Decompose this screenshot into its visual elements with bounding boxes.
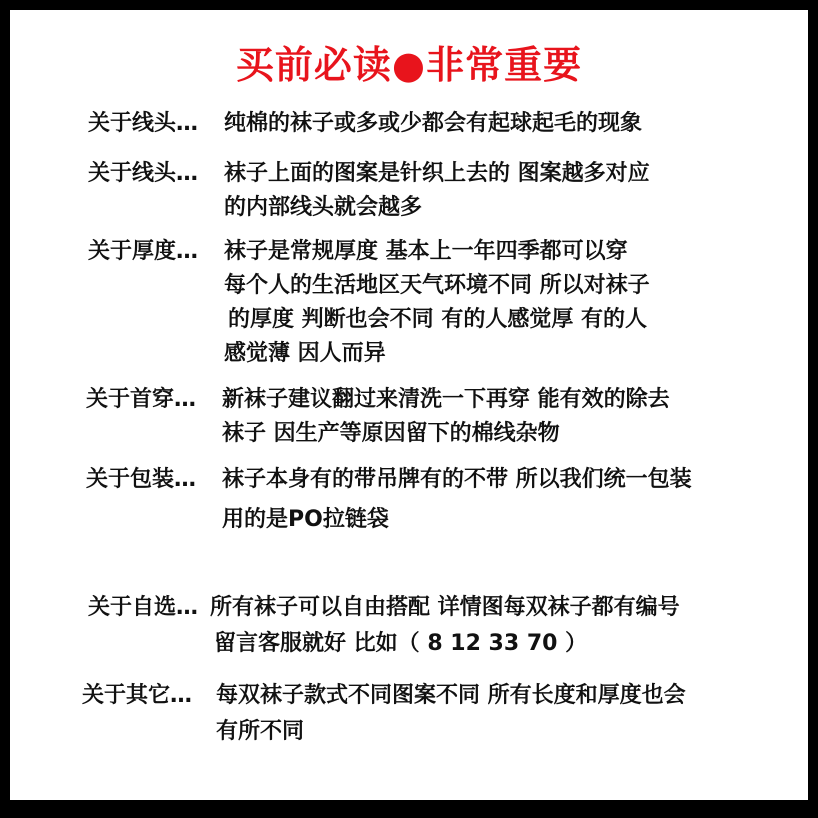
section-label: 关于自选… (88, 595, 199, 620)
section-text: 用的是PO拉链袋 (222, 507, 389, 532)
section-label: 关于包装… (86, 467, 197, 492)
section-text: 的内部线头就会越多 (224, 195, 423, 220)
section-text: 留言客服就好 比如（ 8 12 33 70 ） (214, 631, 588, 656)
notice-card (10, 10, 808, 800)
section-text: 有所不同 (216, 719, 305, 744)
page-title: 买前必读●非常重要 (235, 43, 583, 87)
section-text: 袜子是常规厚度 基本上一年四季都可以穿 (224, 239, 628, 264)
section-text: 袜子本身有的带吊牌有的不带 所以我们统一包装 (222, 467, 692, 492)
section-text: 纯棉的袜子或多或少都会有起球起毛的现象 (224, 111, 643, 136)
section-text: 袜子上面的图案是针织上去的 图案越多对应 (224, 161, 650, 186)
section-label: 关于其它… (82, 683, 193, 708)
section-label: 关于首穿… (86, 387, 197, 412)
section-text: 每双袜子款式不同图案不同 所有长度和厚度也会 (216, 683, 686, 708)
section-text: 袜子 因生产等原因留下的棉线杂物 (222, 421, 560, 446)
section-text: 新袜子建议翻过来清洗一下再穿 能有效的除去 (222, 387, 670, 412)
section-text: 感觉薄 因人而异 (224, 341, 386, 366)
section-label: 关于厚度… (88, 239, 199, 264)
section-label: 关于线头… (88, 161, 199, 186)
section-text: 所有袜子可以自由搭配 详情图每双袜子都有编号 (210, 595, 680, 620)
section-label: 关于线头… (88, 111, 199, 136)
section-text: 的厚度 判断也会不同 有的人感觉厚 有的人 (228, 307, 647, 332)
section-text: 每个人的生活地区天气环境不同 所以对袜子 (224, 273, 650, 298)
